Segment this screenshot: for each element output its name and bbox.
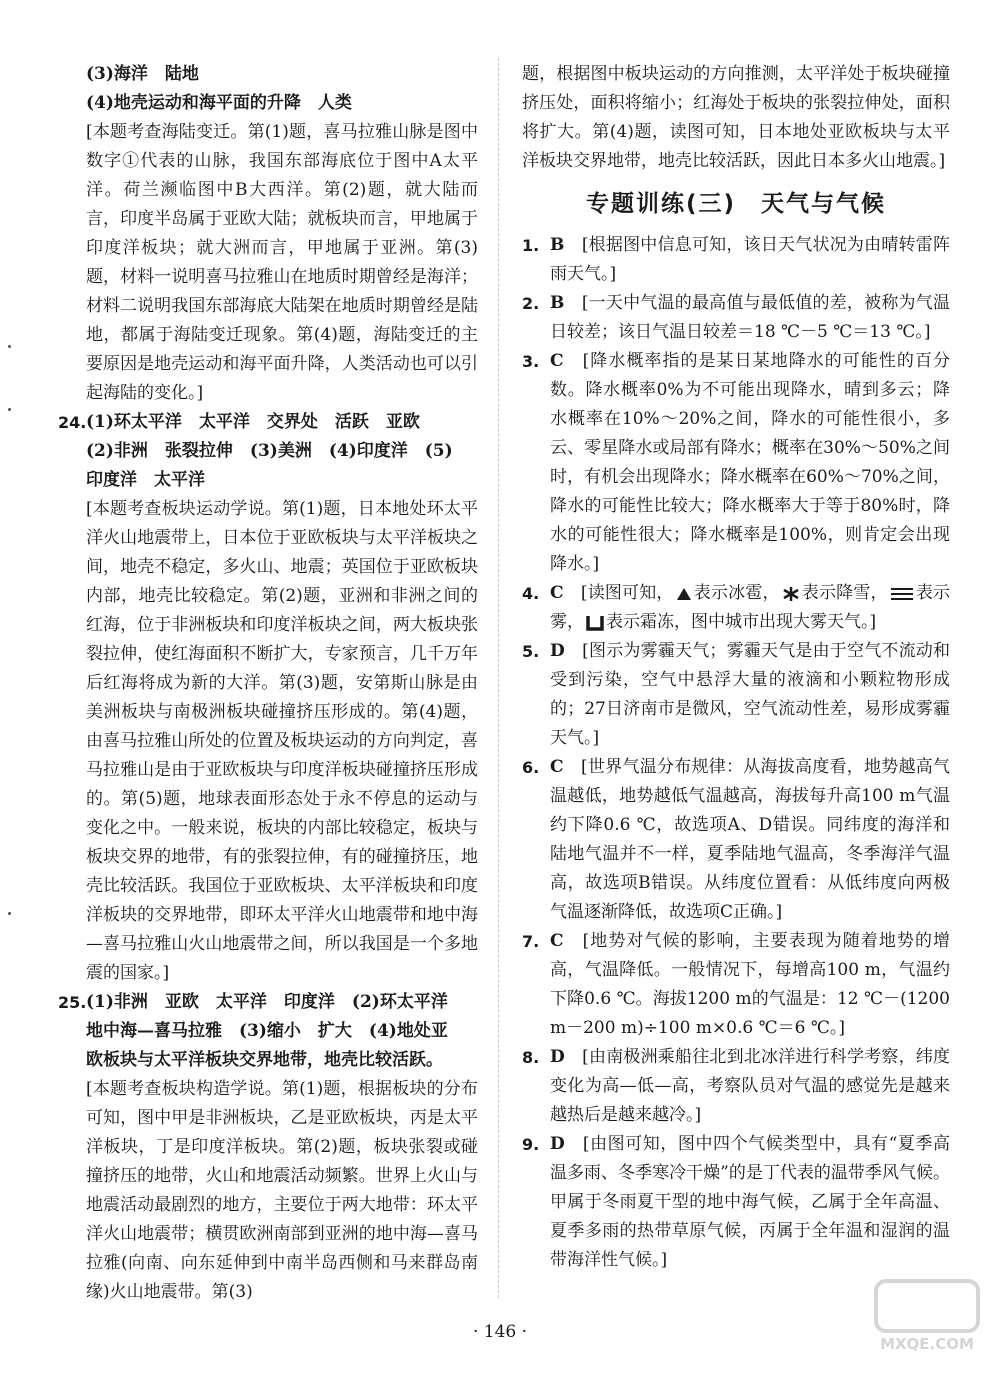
- answer-letter: D: [550, 1134, 565, 1154]
- answer-letter: C: [550, 583, 564, 603]
- scan-speck: [8, 408, 11, 411]
- answer-letter: D: [550, 641, 565, 661]
- question-explanation: [降水概率指的是某日某地降水的可能性的百分数。降水概率0%为不可能出现降水，晴到多云；降水概率在10%～20%之间，降水的可能性很小，多云、零星降水或局部有降水；概率在30%～50%之间时，有机会出现降水；降水概率在60%～70%之间，降水的可能性比较大；降水概率大于等于80%时，降水的可能性很大；降水概率是100%，则肯定会出现降水。]: [550, 351, 950, 574]
- question-number: 2.: [522, 294, 540, 313]
- q24-answer-line: (2)非洲 张裂拉伸 (3)美洲 (4)印度洋 (5): [86, 441, 453, 461]
- answer-letter: B: [550, 235, 565, 255]
- q25-answer-line: 地中海—喜马拉雅 (3)缩小 扩大 (4)地处亚: [86, 1021, 448, 1041]
- column-divider: [498, 58, 499, 1298]
- question-number: 6.: [522, 758, 540, 777]
- q25-explanation-continued: 题，根据图中板块运动的方向推测，太平洋处于板块碰撞挤压处，面积将缩小；红海处于板块的张裂拉伸处，面积将扩大。第(4)题，读图可知，日本地处亚欧板块与太平洋板块交界地带，地壳比较活跃，因此日本多火山地震。]: [522, 64, 950, 171]
- q23-answer-4: (4)地壳运动和海平面的升降 人类: [86, 93, 352, 113]
- question-explanation: [一天中气温的最高值与最低值的差，被称为气温日较差；该日气温日较差＝18 ℃－5 ℃＝13 ℃。]: [550, 293, 950, 342]
- question-9: [522, 1130, 950, 1275]
- scan-speck: [8, 345, 11, 348]
- question-number: 5.: [522, 642, 540, 661]
- section-title: 专题训练(三) 天气与气候: [585, 191, 887, 217]
- question-explanation: 表示霜冻，图中城市出现大雾天气。]: [606, 612, 877, 632]
- q25-explanation: [本题考查板块构造学说。第(1)题，根据板块的分布可知，图中甲是非洲板块，乙是亚欧板块，丙是太平洋板块，丁是印度洋板块。第(2)题，板块张裂或碰撞挤压的地带，火山和地震活动频繁。世界上火山与地震活动最剧烈的地方，主要位于两大地带：环太平洋火山地震带；横贯欧洲南部到亚洲的地中海—喜马拉雅(向南、向东延伸到中南半岛西侧和马来群岛南缘)火山地震带。第(3): [86, 1079, 478, 1302]
- question-number: 3.: [522, 352, 540, 371]
- question-explanation: [世界气温分布规律：从海拔高度看，地势越高气温越低，地势越低气温越高，海拔每升高100 m气温约下降0.6 ℃，故选项A、D错误。同纬度的海洋和陆地气温并不一样，夏季陆地气温高，冬季海洋气温高，故选项B错误。从纬度位置看：从低纬度向两极气温逐渐降低，故选项C正确。]: [550, 757, 950, 922]
- q24-answer-line: 印度洋 太平洋: [86, 470, 205, 490]
- question-7: [522, 927, 950, 1043]
- fog-lines-icon: [890, 587, 914, 601]
- question-explanation: [地势对气候的影响，主要表现为随着地势的增高，气温降低。一般情况下，每增高100 m，气温约下降0.6 ℃。海拔1200 m的气温是：12 ℃－(1200 m－200 m)÷100 m×0.6 ℃＝6 ℃。]: [550, 931, 950, 1038]
- left-column: [58, 60, 478, 1307]
- question-number: 4.: [522, 584, 540, 603]
- q25-answer-line: 欧板块与太平洋板块交界地带，地壳比较活跃。: [86, 1050, 443, 1070]
- page-number: · 146 ·: [472, 1322, 528, 1342]
- answer-letter: D: [550, 1047, 565, 1067]
- question-number: 9.: [522, 1135, 540, 1154]
- question-1: [522, 231, 950, 289]
- question-explanation: [根据图中信息可知，该日天气状况为由晴转雷阵雨天气。]: [550, 235, 950, 284]
- hail-triangle-icon: [676, 587, 692, 601]
- question-6: [522, 753, 950, 927]
- q25-answer-line: (1)非洲 亚欧 太平洋 印度洋 (2)环太平洋: [86, 992, 448, 1012]
- q24-answer-line: (1)环太平洋 太平洋 交界处 活跃 亚欧: [86, 412, 420, 432]
- q23-answer-3: (3)海洋 陆地: [86, 64, 199, 84]
- answer-letter: C: [550, 931, 564, 951]
- answer-letter: B: [550, 293, 565, 313]
- question-5: [522, 637, 950, 753]
- answer-letter: C: [550, 757, 564, 777]
- frost-icon: [586, 615, 604, 631]
- question-number: 25.: [58, 993, 87, 1012]
- question-explanation: 表示冰雹，: [693, 583, 780, 603]
- question-number: 7.: [522, 932, 540, 951]
- snowflake-icon: [782, 586, 800, 602]
- question-25: [58, 988, 478, 1075]
- question-explanation: 表示降雪，: [801, 583, 888, 603]
- watermark-text: MXQE.COM: [880, 1335, 974, 1353]
- right-column: [522, 60, 950, 1275]
- question-explanation: 表示雾，: [550, 583, 951, 632]
- question-2: [522, 289, 950, 347]
- question-number: 24.: [58, 413, 87, 432]
- watermark-logo: [872, 1277, 982, 1357]
- question-3: [522, 347, 950, 579]
- question-24: [58, 408, 478, 495]
- question-explanation: [图示为雾霾天气；雾霾天气是由于空气不流动和受到污染，空气中悬浮大量的液滴和小颗粒物形成的；27日济南市是微风，空气流动性差，易形成雾霾天气。]: [550, 641, 950, 748]
- answer-letter: C: [550, 351, 564, 371]
- question-8: [522, 1043, 950, 1130]
- q24-explanation: [本题考查板块运动学说。第(1)题，日本地处环太平洋火山地震带上，日本位于亚欧板块与太平洋板块之间，地壳不稳定，多火山、地震；英国位于亚欧板块内部，地壳比较稳定。第(2)题，亚洲和非洲之间的红海，位于非洲板块和印度洋板块之间，两大板块张裂拉伸，使红海面积不断扩大，专家预言，几千万年后红海将成为新的大洋。第(3)题，安第斯山脉是由美洲板块与南极洲板块碰撞挤压形成的。第(4)题，由喜马拉雅山所处的位置及板块运动的方向判定，喜马拉雅山是由于亚欧板块与印度洋板块碰撞挤压形成的。第(5)题，地球表面形态处于永不停息的运动与变化之中。一般来说，板块的内部比较稳定，板块与板块交界的地带，有的张裂拉伸，有的碰撞挤压，地壳比较活跃。我国位于亚欧板块、太平洋板块和印度洋板块的交界地带，即环太平洋火山地震带和地中海—喜马拉雅山火山地震带之间，所以我国是一个多地震的国家。]: [86, 499, 478, 983]
- question-number: 8.: [522, 1048, 540, 1067]
- question-number: 1.: [522, 236, 540, 255]
- q23-explanation: [本题考查海陆变迁。第(1)题，喜马拉雅山脉是图中数字①代表的山脉，我国东部海底位于图中A太平洋。荷兰濒临图中B大西洋。第(2)题，就大陆而言，印度半岛属于亚欧大陆；就板块而言，甲地属于印度洋板块；就大洲而言，甲地属于亚洲。第(3)题，材料一说明喜马拉雅山在地质时期曾经是海洋；材料二说明我国东部海底大陆架在地质时期曾经是陆地，都属于海陆变迁现象。第(4)题，海陆变迁的主要原因是地壳运动和海平面升降，人类活动也可以引起海陆的变化。]: [86, 122, 478, 403]
- question-4: [522, 579, 950, 637]
- question-explanation: [读图可知，: [580, 583, 674, 603]
- scan-speck: [8, 912, 11, 915]
- question-explanation: [由南极洲乘船往北到北冰洋进行科学考察，纬度变化为高—低—高，考察队员对气温的感觉先是越来越热后是越来越冷。]: [550, 1047, 950, 1125]
- question-explanation: [由图可知，图中四个气候类型中，具有“夏季高温多雨、冬季寒冷干燥”的是丁代表的温带季风气候。甲属于冬雨夏干型的地中海气候，乙属于全年高温、夏季多雨的热带草原气候，丙属于全年温和湿润的温带海洋性气候。]: [550, 1134, 950, 1270]
